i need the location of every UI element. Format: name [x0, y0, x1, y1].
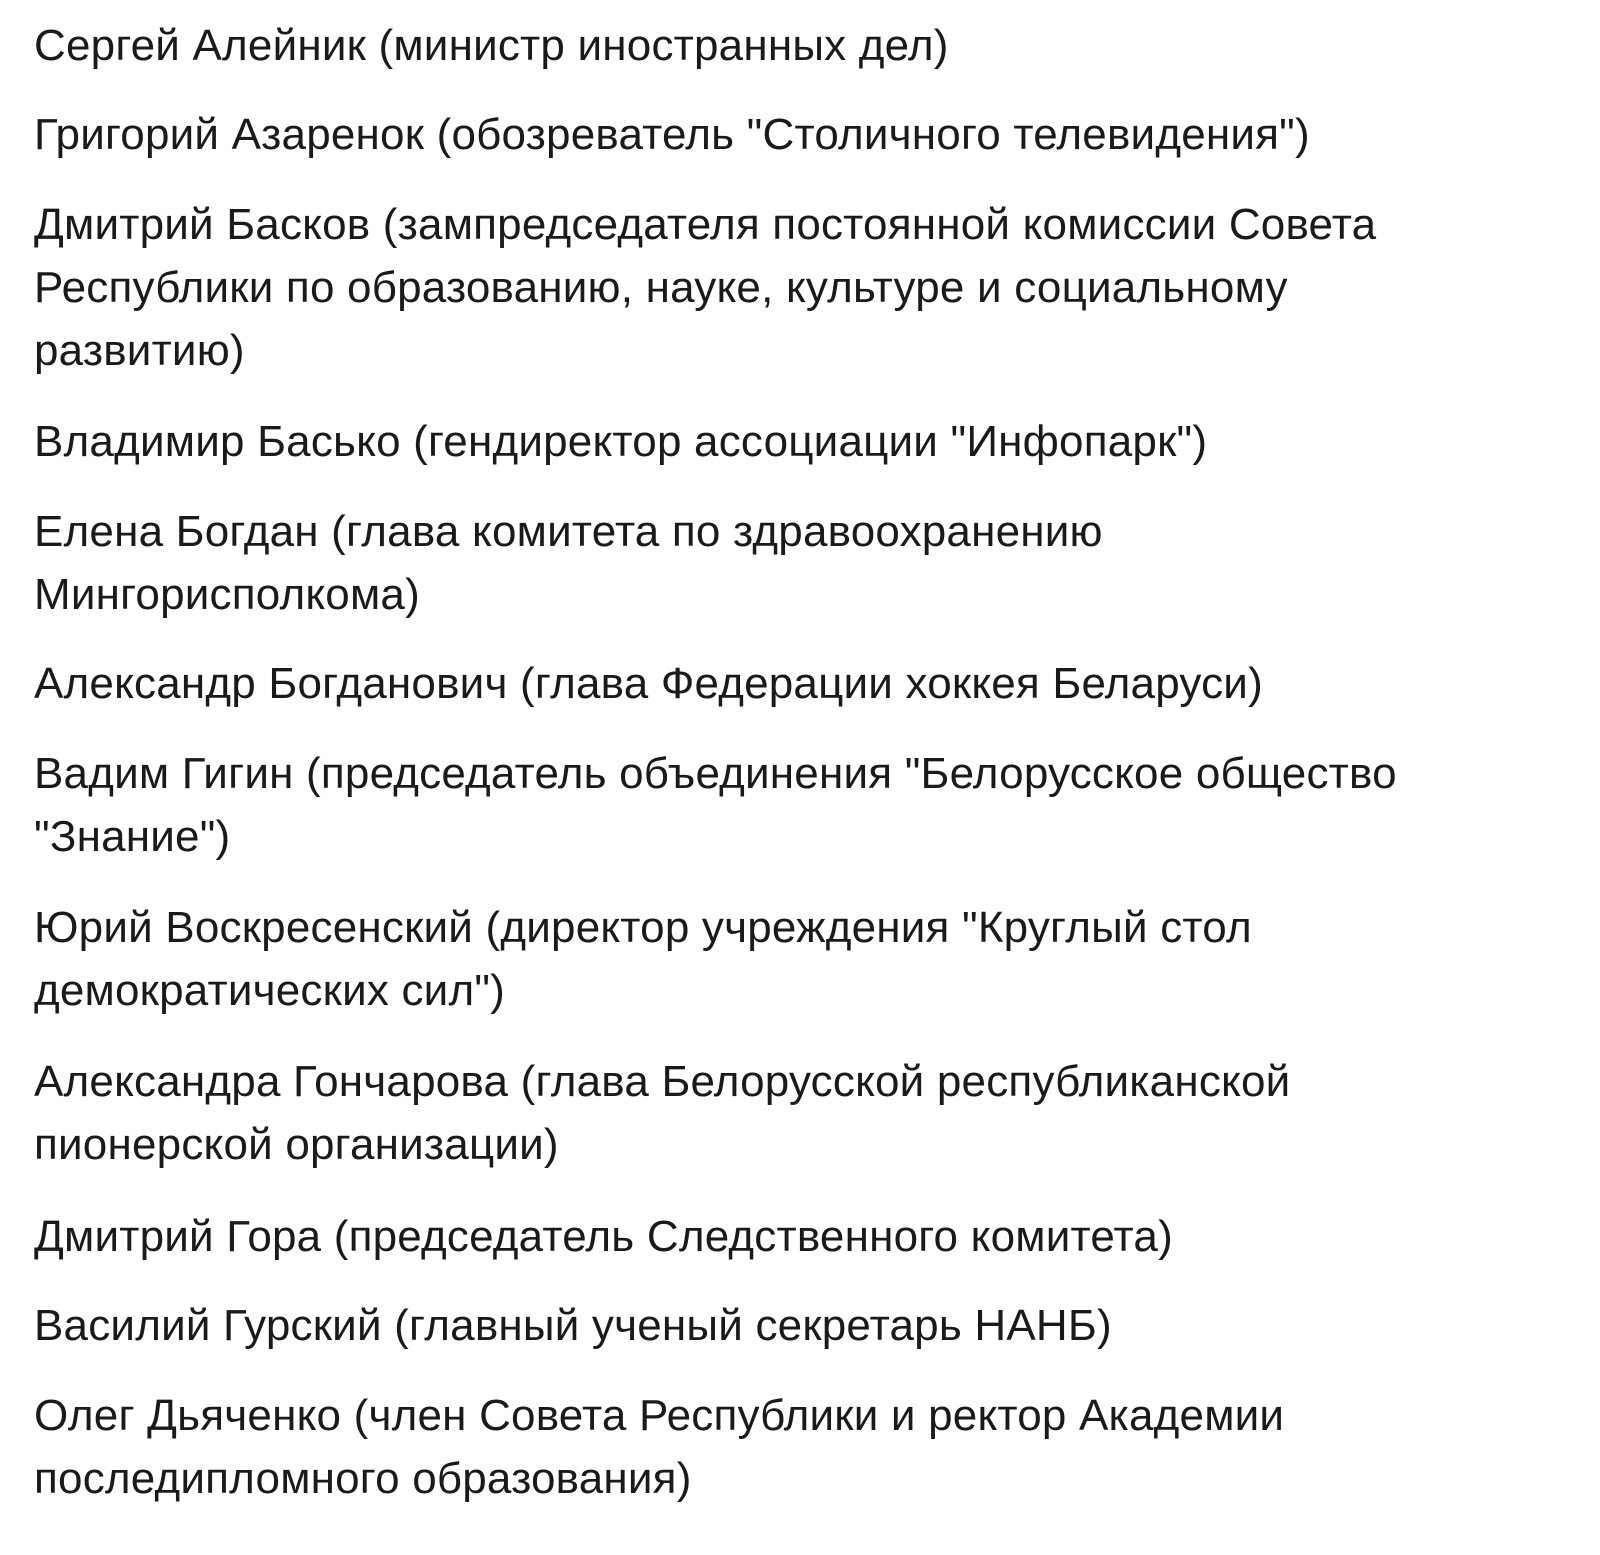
list-item: Олег Дьяченко (член Совета Республики и ректор Академии последипломного образования)	[34, 1391, 1285, 1503]
list-item: Сергей Алейник (министр иностранных дел)	[34, 21, 949, 70]
list-item: Василий Гурский (главный ученый секретарь НАНБ)	[34, 1301, 1112, 1350]
list-item: Александра Гончарова (глава Белорусской республиканской пионерской организации)	[34, 1057, 1291, 1169]
list-item: Дмитрий Басков (зампредседателя постоянной комиссии Совета Республики по образованию, науке, культуре и социальному развитию)	[34, 200, 1377, 375]
list-item: Григорий Азаренок (обозреватель "Столичного телевидения")	[34, 110, 1310, 159]
list-item: Александр Богданович (глава Федерации хоккея Беларуси)	[34, 659, 1263, 708]
list-item: Елена Богдан (глава комитета по здравоохранению Мингорисполкома)	[34, 507, 1103, 619]
list-item: Вадим Гигин (председатель объединения "Белорусское общество "Знание")	[34, 749, 1397, 861]
list-item: Дмитрий Гора (председатель Следственного комитета)	[34, 1212, 1173, 1261]
list-item: Юрий Воскресенский (директор учреждения "Круглый стол демократических сил")	[34, 903, 1252, 1015]
list-item: Владимир Басько (гендиректор ассоциации "Инфопарк")	[34, 417, 1208, 466]
